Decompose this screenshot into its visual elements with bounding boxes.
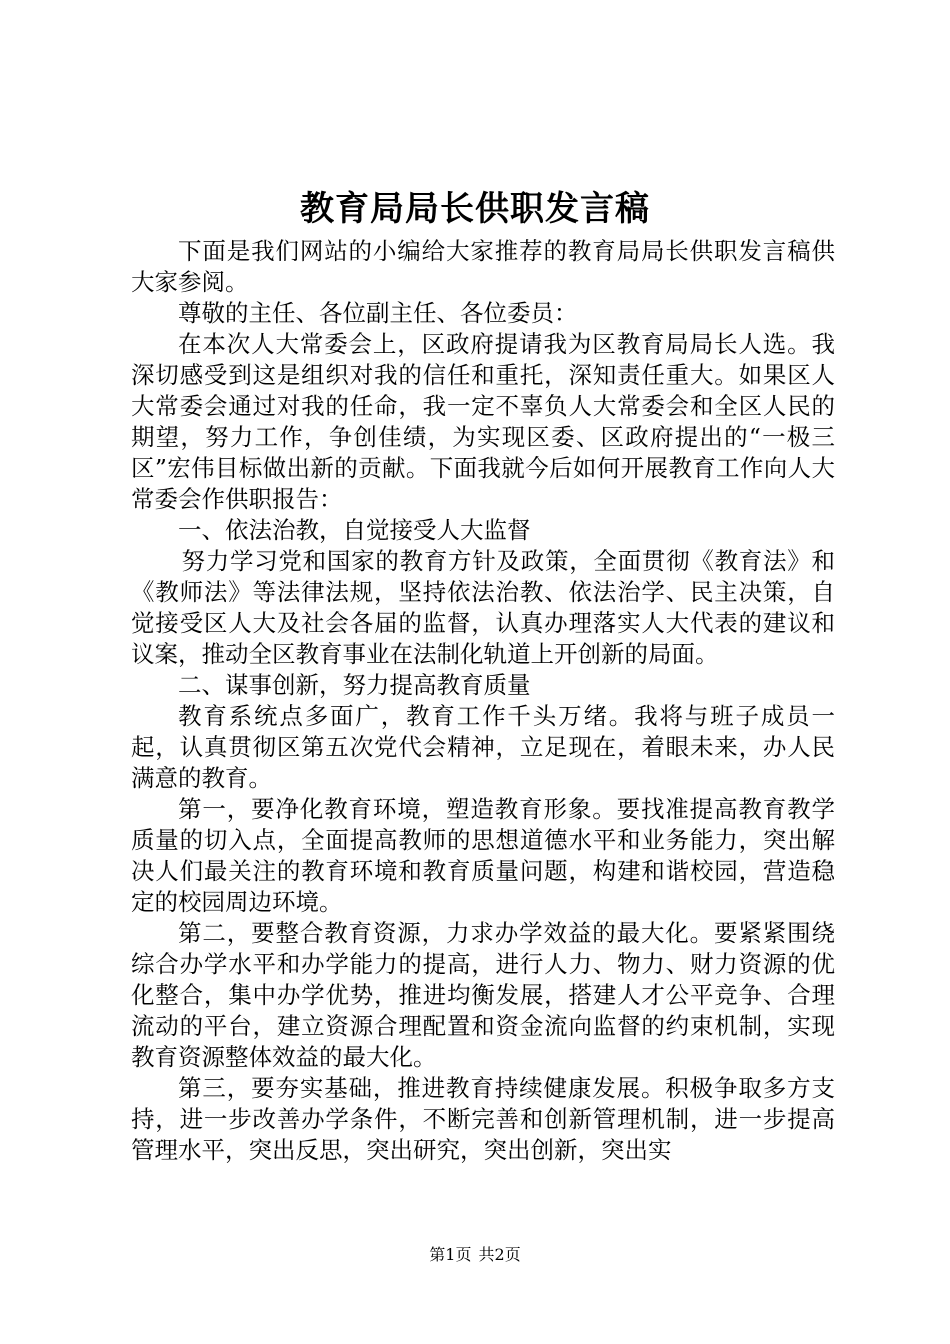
- page-footer: [0, 1244, 950, 1266]
- paragraph-intro: 下面是我们网站的小编给大家推荐的教育局局长供职发言稿供大家参阅。: [131, 237, 835, 296]
- paragraph-point-2: 第二，要整合教育资源，力求办学效益的最大化。要紧紧围绕综合办学水平和办学能力的提高，进行人力、物力、财力资源的优化整合，集中办学优势，推进均衡发展，搭建人才公平竞争、合理流动的平台，建立资源合理配置和资金流向监督的约束机制，实现教育资源整体效益的最大化。: [131, 919, 835, 1071]
- section-heading-1: 一、依法治教，自觉接受人大监督: [178, 516, 531, 544]
- paragraph-point-3: 第三，要夯实基础，推进教育持续健康发展。积极争取多方支持，进一步改善办学条件，不断完善和创新管理机制，进一步提高管理水平，突出反思，突出研究，突出创新，突出实: [131, 1074, 835, 1164]
- paragraph-salutation: 尊敬的主任、各位副主任、各位委员：: [178, 299, 578, 327]
- paragraph-section-2: 教育系统点多面广，教育工作千头万绪。我将与班子成员一起，认真贯彻区第五次党代会精神，立足现在，着眼未来，办人民满意的教育。: [131, 702, 835, 792]
- paragraph-point-1: 第一，要净化教育环境，塑造教育形象。要找准提高教育教学质量的切入点，全面提高教师的思想道德水平和业务能力，突出解决人们最关注的教育环境和教育质量问题，构建和谐校园，营造稳定的校园周边环境。: [131, 795, 835, 916]
- paragraph-section-1: 努力学习党和国家的教育方针及政策，全面贯彻《教育法》和《教师法》等法律法规，坚持依法治教、依法治学、民主决策，自觉接受区人大及社会各届的监督，认真办理落实人大代表的建议和议案，推动全区教育事业在法制化轨道上开创新的局面。: [131, 547, 835, 668]
- page-total: 共2页: [478, 1245, 521, 1264]
- page-title: 教育局局长供职发言稿: [300, 189, 650, 229]
- paragraph-opening: 在本次人大常委会上，区政府提请我为区教育局局长人选。我深切感受到这是组织对我的信任和重托，深知责任重大。如果区人大常委会通过对我的任命，我一定不辜负人大常委会和全区人民的期望，努力工作，争创佳绩，为实现区委、区政府提出的“一极三区”宏伟目标做出新的贡献。下面我就今后如何开展教育工作向人大常委会作供职报告：: [131, 330, 835, 513]
- page-number: 第1页: [429, 1245, 472, 1264]
- section-heading-2: 二、谋事创新，努力提高教育质量: [178, 671, 531, 699]
- document-body: [131, 236, 835, 1166]
